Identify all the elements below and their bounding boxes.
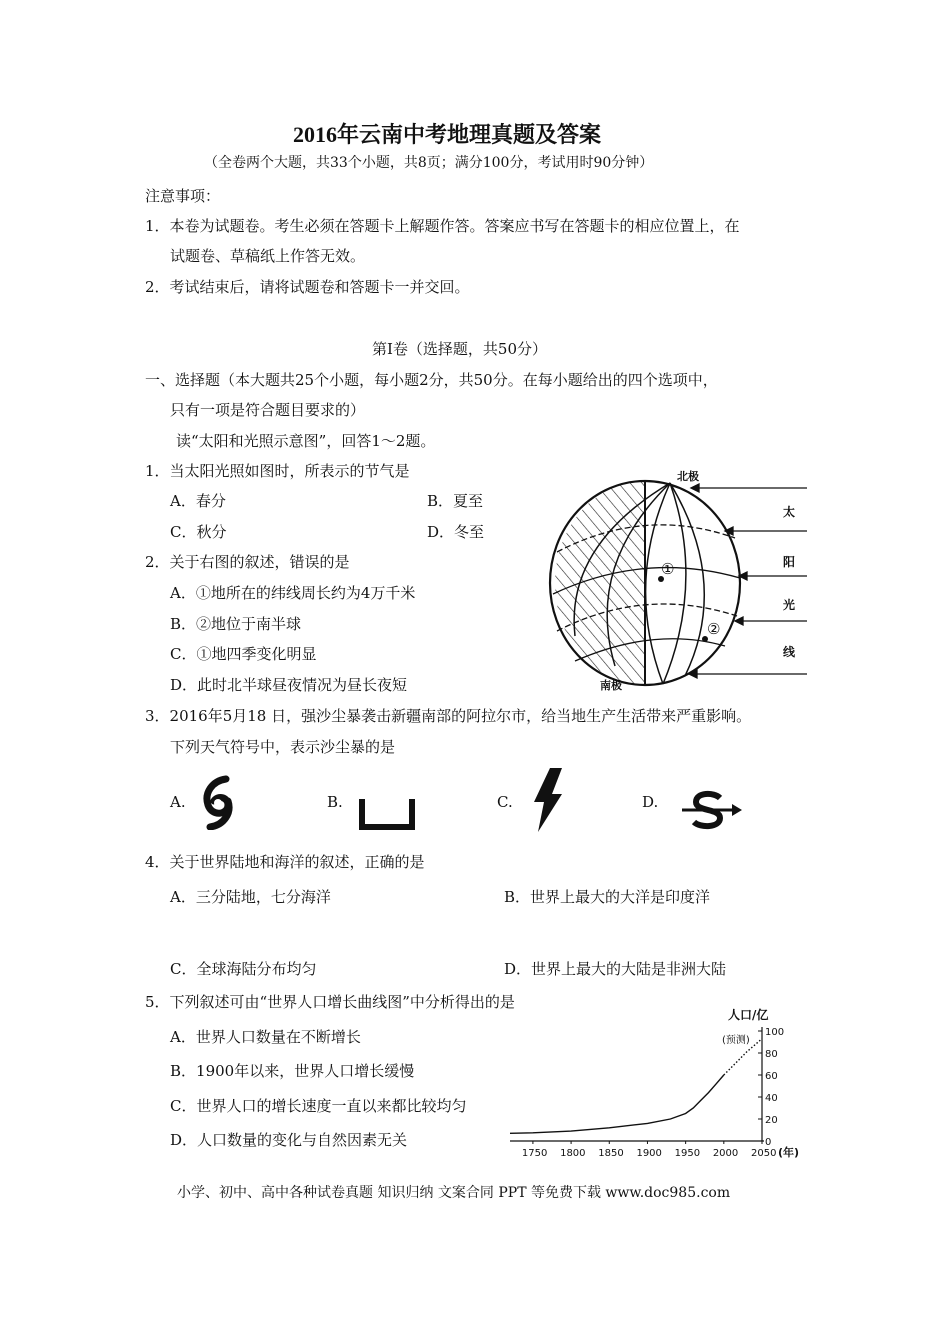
typhoon-symbol-icon xyxy=(198,775,238,830)
q2-option-c: C．①地四季变化明显 xyxy=(170,645,317,663)
page-subtitle: （全卷两个大题，共33个小题，共8页；满分100分，考试用时90分钟） xyxy=(204,155,654,171)
sun-char-4: 线 xyxy=(783,645,796,659)
population-growth-chart xyxy=(500,1005,810,1165)
chart-ylabel: 人口/亿 xyxy=(728,1008,769,1022)
sun-char-2: 阳 xyxy=(783,555,796,569)
sun-char-1: 太 xyxy=(783,505,796,519)
q3-option-d: D. xyxy=(642,793,659,811)
chart-y-tick-label: 80 xyxy=(765,1049,778,1060)
sunlight-globe-figure xyxy=(545,466,815,696)
chart-x-tick-label: 1950 xyxy=(674,1148,701,1159)
q1-option-c: C．秋分 xyxy=(170,523,227,541)
sandstorm-symbol-icon xyxy=(678,788,744,832)
q4-option-c: C．全球海陆分布均匀 xyxy=(170,960,317,978)
q5-option-c: C．世界人口的增长速度一直以来都比较均匀 xyxy=(170,1097,467,1115)
chart-y-tick-label: 40 xyxy=(765,1093,778,1104)
chart-x-tick-label: 1900 xyxy=(636,1148,662,1159)
chart-y-tick-label: 60 xyxy=(765,1071,778,1082)
q3-stem-line-1: 3．2016年5月18 日，强沙尘暴袭击新疆南部的阿拉尔市，给当地生产生活带来严重影响。 xyxy=(145,707,752,725)
chart-series-line-1 xyxy=(510,1075,724,1133)
notice-item-1-line-2: 试题卷、草稿纸上作答无效。 xyxy=(170,247,366,265)
q1-option-a: A．春分 xyxy=(170,492,226,510)
chart-x-tick-label: 1850 xyxy=(598,1148,624,1159)
chart-x-tick-label: 1800 xyxy=(560,1148,586,1159)
section-intro-line-2: 只有一项是符合题目要求的） xyxy=(170,401,366,419)
q3-stem-line-2: 下列天气符号中，表示沙尘暴的是 xyxy=(170,738,396,756)
notice-item-1-line-1: 1．本卷为试题卷。考生必须在答题卡上解题作答。答案应书写在答题卡的相应位置上，在 xyxy=(145,217,740,235)
q1-stem: 1．当太阳光照如图时，所表示的节气是 xyxy=(145,462,410,480)
chart-xlabel: (年) xyxy=(778,1146,800,1159)
q3-option-c: C. xyxy=(497,793,513,811)
chart-x-tick-label: 2050 xyxy=(751,1148,777,1159)
point-1-label: ① xyxy=(661,560,675,578)
q4-option-a: A．三分陆地，七分海洋 xyxy=(170,888,331,906)
lightning-symbol-icon xyxy=(528,766,568,834)
north-pole-label: 北极 xyxy=(677,470,699,483)
q5-option-a: A．世界人口数量在不断增长 xyxy=(170,1028,361,1046)
notice-item-2: 2．考试结束后，请将试题卷和答题卡一并交回。 xyxy=(145,278,470,296)
fog-box-symbol-icon xyxy=(358,795,416,831)
notice-heading: 注意事项： xyxy=(145,187,221,205)
q5-option-d: D．人口数量的变化与自然因素无关 xyxy=(170,1131,408,1149)
section-intro-line-1: 一、选择题（本大题共25个小题，每小题2分，共50分。在每小题给出的四个选项中， xyxy=(145,371,718,389)
q2-option-a: A．①地所在的纬线周长约为4万千米 xyxy=(170,584,416,602)
chart-y-tick-label: 100 xyxy=(765,1027,785,1038)
point-2-label: ② xyxy=(707,620,721,638)
q2-stem: 2．关于右图的叙述，错误的是 xyxy=(145,553,350,571)
q2-option-d: D．此时北半球昼夜情况为昼长夜短 xyxy=(170,676,408,694)
sun-char-3: 光 xyxy=(783,598,796,612)
south-pole-label: 南极 xyxy=(600,679,622,692)
q5-stem: 5．下列叙述可由“世界人口增长曲线图”中分析得出的是 xyxy=(145,993,515,1011)
read-prompt: 读“太阳和光照示意图”，回答1～2题。 xyxy=(176,432,436,450)
q1-option-b: B．夏至 xyxy=(427,492,484,510)
chart-annotation: (预测) xyxy=(722,1035,750,1046)
q1-option-d: D．冬至 xyxy=(427,523,485,541)
q3-option-a: A. xyxy=(170,793,186,811)
q4-option-b: B．世界上最大的大洋是印度洋 xyxy=(504,888,711,906)
chart-y-tick-label: 0 xyxy=(765,1137,772,1148)
q4-stem: 4．关于世界陆地和海洋的叙述，正确的是 xyxy=(145,853,425,871)
night-side-shading xyxy=(555,481,645,685)
q2-option-b: B．②地位于南半球 xyxy=(170,615,302,633)
chart-x-tick-label: 2000 xyxy=(712,1148,739,1159)
page-footer: 小学、初中、高中各种试卷真题 知识归纳 文案合同 PPT 等免费下载 www.doc985.com xyxy=(177,1185,731,1201)
page-title: 2016年云南中考地理真题及答案 xyxy=(293,122,602,147)
q3-option-b: B. xyxy=(327,793,343,811)
chart-y-tick-label: 20 xyxy=(765,1115,778,1126)
q4-option-d: D．世界上最大的大陆是非洲大陆 xyxy=(504,960,727,978)
section-title: 第Ⅰ卷（选择题，共50分） xyxy=(372,340,548,358)
chart-x-tick-label: 1750 xyxy=(521,1148,548,1159)
q5-option-b: B．1900年以来，世界人口增长缓慢 xyxy=(170,1062,415,1080)
